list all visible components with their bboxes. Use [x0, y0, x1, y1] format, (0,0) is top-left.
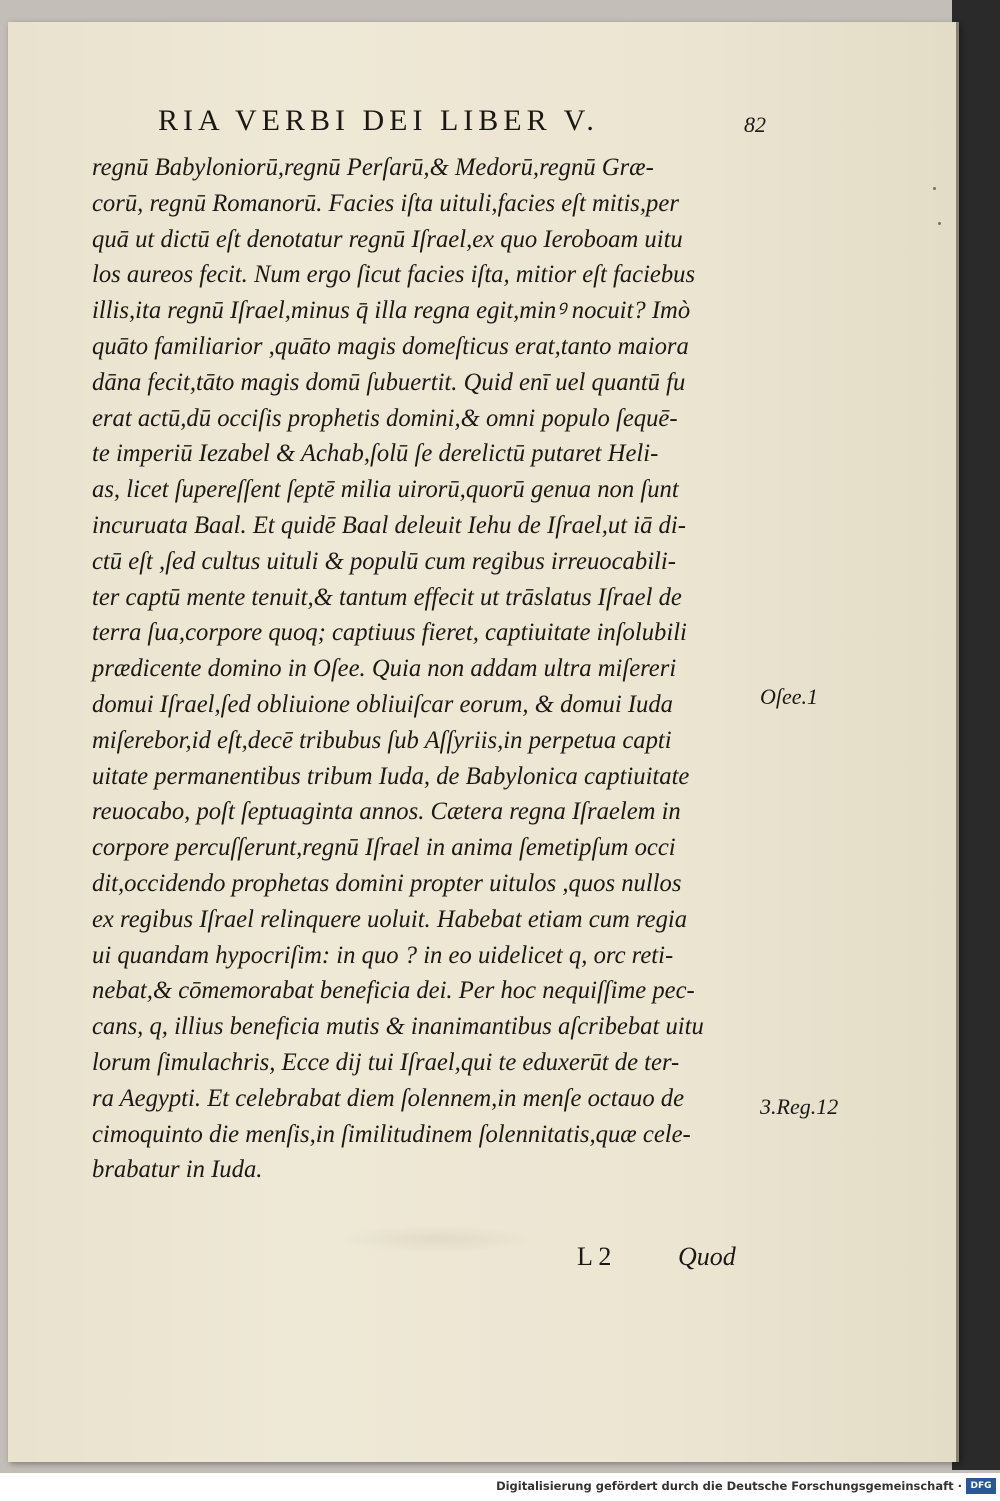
text-line: dāna fecit,tāto magis domū ſubuertit. Quid enī uel quantū fu — [92, 368, 686, 396]
text-line: quāto familiarior ,quāto magis domeſticus erat,tanto maiora — [92, 332, 689, 360]
text-line: incuruata Baal. Et quidē Baal deleuit Iehu de Iſrael,ut iā di- — [92, 511, 686, 539]
text-line: domui Iſrael,ſed obliuione obliuiſcar eorum, & domui Iuda — [92, 690, 673, 718]
text-line: erat actū,dū occiſis prophetis domini,& omni populo ſequē- — [92, 404, 678, 432]
text-line: corpore percuſſerunt,regnū Iſrael in anima ſemetipſum occi — [92, 834, 676, 862]
text-line: uitate permanentibus tribum Iuda, de Babylonica captiuitate — [92, 762, 690, 790]
margin-note-osee: Oſee.1 — [760, 684, 819, 709]
text-line: terra ſua,corpore quoq; captiuus fieret, captiuitate inſolubili — [92, 619, 687, 647]
text-line: illis,ita regnū Iſrael,minus q̄ illa regna egit,minꝰ nocuit? Imò — [92, 297, 691, 325]
catchword: Quod — [678, 1242, 736, 1271]
running-header — [158, 104, 778, 144]
running-title: RIA VERBI DEI LIBER V. — [158, 104, 599, 137]
margin-note-reg: 3.Reg.12 — [760, 1094, 839, 1119]
folio-number: 82 — [744, 112, 766, 137]
ink-bleed-through — [338, 1225, 538, 1253]
dfg-logo: DFG — [966, 1478, 996, 1494]
text-line: corū, regnū Romanorū. Facies iſta uituli,facies eſt mitis,per — [92, 189, 679, 217]
text-line: cans, q, illius beneficia mutis & inanimantibus aſcribebat uitu — [92, 1013, 704, 1041]
footer-bar — [0, 1473, 1000, 1501]
text-line: quā ut dictū eſt denotatur regnū Iſrael,ex quo Ieroboam uitu — [92, 225, 683, 253]
text-line: as, licet ſupereſſent ſeptē milia uirorū,quorū genua non ſunt — [92, 476, 679, 504]
text-line: miſerebor,id eſt,decē tribubus ſub Aſſyriis,in perpetua capti — [92, 726, 672, 754]
text-line: ra Aegypti. Et celebrabat diem ſolennem,in menſe octauo de — [92, 1084, 685, 1112]
text-line: cimoquinto die menſis,in ſimilitudinem ſolennitatis,quæ cele- — [92, 1120, 691, 1148]
text-line: ter captū mente tenuit,& tantum effecit ut trāslatus Iſrael de — [92, 583, 682, 611]
paper-speck — [933, 187, 936, 190]
text-line: te imperiū Iezabel & Achab,ſolū ſe derelictū putaret Heli- — [92, 440, 659, 468]
text-line: ui quandam hypocriſim: in quo ? in eo uidelicet q, orc reti- — [92, 941, 674, 969]
main-text — [92, 150, 782, 1188]
text-line: los aureos fecit. Num ergo ſicut facies iſta, mitior eſt faciebus — [92, 261, 696, 289]
text-line: nebat,& cōmemorabat beneficia dei. Per hoc nequiſſime pec- — [92, 977, 695, 1005]
text-line: ctū eſt ,ſed cultus uituli & populū cum regibus irreuocabili- — [92, 547, 676, 575]
text-line: reuocabo, poſt ſeptuaginta annos. Cætera regna Iſraelem in — [92, 798, 681, 826]
text-line: prædicente domino in Oſee. Quia non addam ultra miſereri — [92, 655, 677, 683]
text-line: regnū Babyloniorū,regnū Perſarū,& Medorū,regnū Græ- — [92, 154, 654, 181]
text-line: brabatur in Iuda. — [92, 1156, 263, 1184]
signature-mark: L 2 — [577, 1242, 612, 1271]
digitization-credit: Digitalisierung gefördert durch die Deutsche Forschungsgemeinschaft · — [496, 1479, 962, 1493]
text-line: dit,occidendo prophetas domini propter uitulos ,quos nullos — [92, 869, 682, 897]
scan-edge — [952, 0, 1000, 1470]
paper-speck — [938, 222, 941, 225]
text-line: lorum ſimulachris, Ecce dij tui Iſrael,qui te eduxerūt de ter- — [92, 1048, 680, 1076]
text-line: ex regibus Iſrael relinquere uoluit. Habebat etiam cum regia — [92, 905, 688, 933]
